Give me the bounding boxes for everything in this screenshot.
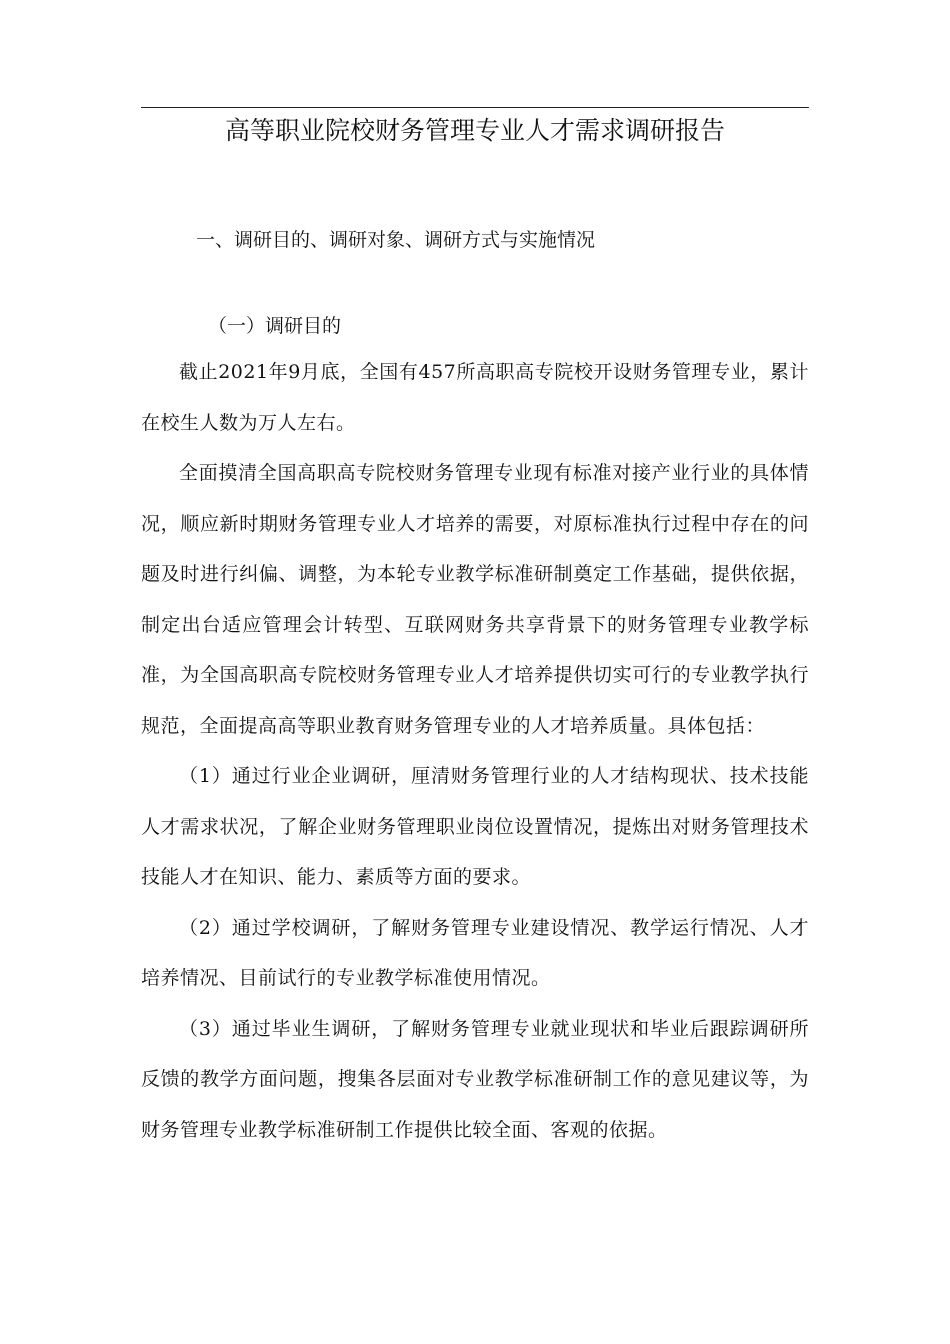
paragraph: 截止2021年9月底，全国有457所高职高专院校开设财务管理专业，累计在校生人数为万人左右。 (141, 361, 809, 434)
header-rule (141, 107, 809, 108)
document-body (141, 347, 809, 1155)
paragraph: （3）通过毕业生调研，了解财务管理专业就业现状和毕业后跟踪调研所反馈的教学方面问题，搜集各层面对专业教学标准研制工作的意见建议等，为财务管理专业教学标准研制工作提供比较全面、客观的依据。 (141, 1017, 809, 1141)
subsection-heading: （一）调研目的 (208, 315, 342, 337)
paragraph: 全面摸清全国高职高专院校财务管理专业现有标准对接产业行业的具体情况，顺应新时期财务管理专业人才培养的需要，对原标准执行过程中存在的问题及时进行纠偏、调整，为本轮专业教学标准研制奠定工作基础，提供依据，制定出台适应管理会计转型、互联网财务共享背景下的财务管理专业教学标准，为全国高职高专院校财务管理专业人才培养提供切实可行的专业教学执行规范，全面提高高等职业教育财务管理专业的人才培养质量。具体包括： (141, 462, 809, 737)
section-heading: 一、调研目的、调研对象、调研方式与实施情况 (196, 229, 596, 251)
document-title: 高等职业院校财务管理专业人才需求调研报告 (224, 116, 725, 145)
paragraph: （2）通过学校调研，了解财务管理专业建设情况、教学运行情况、人才培养情况、目前试行的专业教学标准使用情况。 (141, 916, 809, 989)
paragraph: （1）通过行业企业调研，厘清财务管理行业的人才结构现状、技术技能人才需求状况，了解企业财务管理职业岗位设置情况，提炼出对财务管理技术技能人才在知识、能力、素质等方面的要求。 (141, 765, 809, 888)
